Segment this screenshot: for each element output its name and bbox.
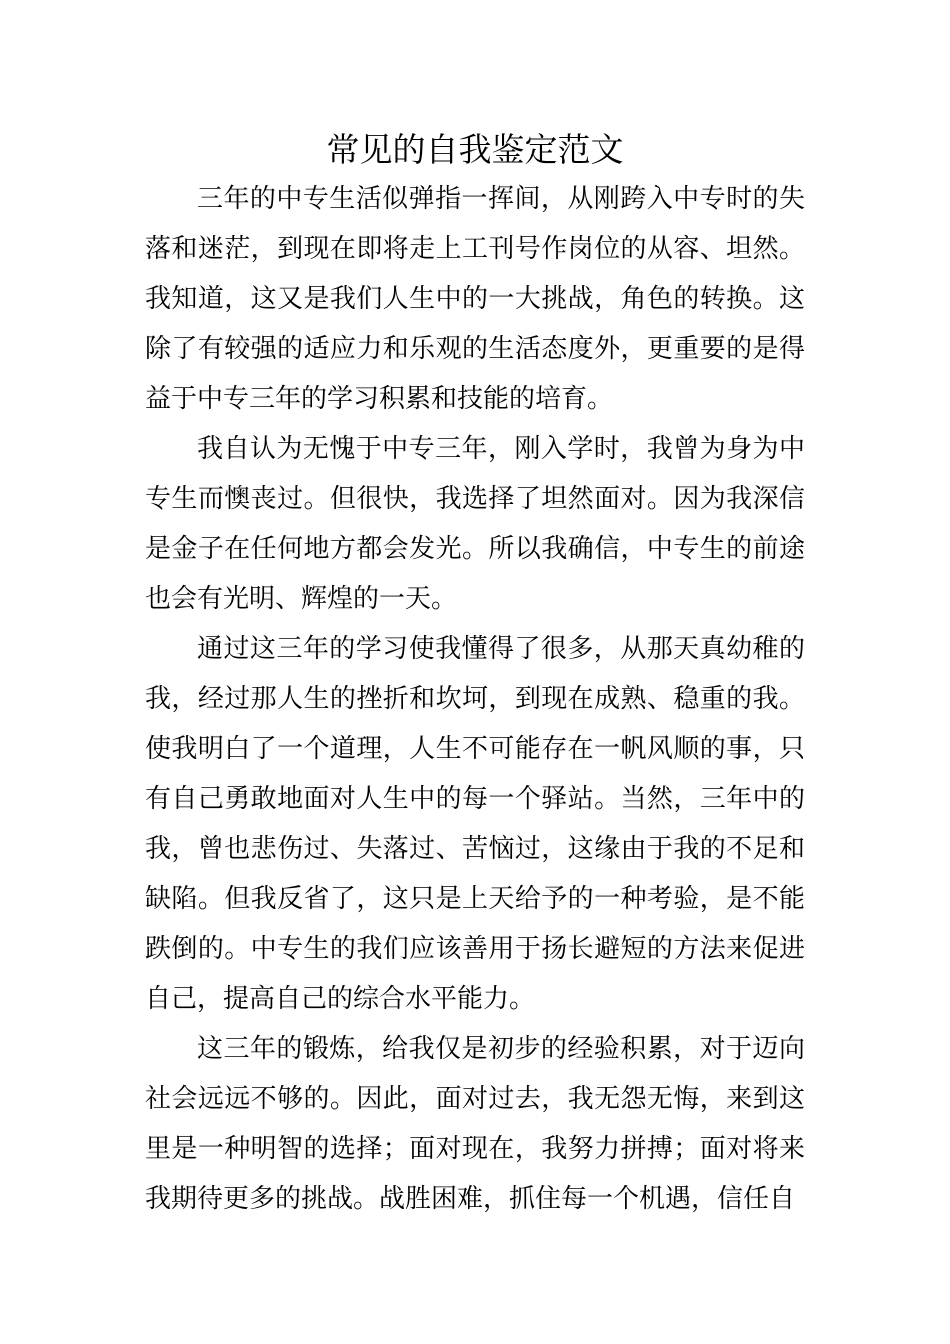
document-title: 常见的自我鉴定范文	[326, 130, 624, 169]
paragraph: 这三年的锻炼，给我仅是初步的经验积累，对于迈向社会远远不够的。因此，面对过去，我无怨无悔，来到这里是一种明智的选择；面对现在，我努力拼搏；面对将来我期待更多的挑战。战胜困难，抓住每一个机遇，信任自	[145, 1034, 805, 1214]
paragraph: 通过这三年的学习使我懂得了很多，从那天真幼稚的我，经过那人生的挫折和坎坷，到现在成熟、稳重的我。使我明白了一个道理，人生不可能存在一帆风顺的事，只有自己勇敢地面对人生中的每一个驿站。当然，三年中的我，曾也悲伤过、失落过、苦恼过，这缘由于我的不足和缺陷。但我反省了，这只是上天给予的一种考验，是不能跌倒的。中专生的我们应该善用于扬长避短的方法来促进自己，提高自己的综合水平能力。	[145, 634, 805, 1014]
paragraph: 三年的中专生活似弹指一挥间，从刚跨入中专时的失落和迷茫，到现在即将走上工刊号作岗位的从容、坦然。我知道，这又是我们人生中的一大挑战，角色的转换。这除了有较强的适应力和乐观的生活态度外，更重要的是得益于中专三年的学习积累和技能的培育。	[145, 184, 805, 414]
paragraph: 我自认为无愧于中专三年，刚入学时，我曾为身为中专生而懊丧过。但很快，我选择了坦然面对。因为我深信是金子在任何地方都会发光。所以我确信，中专生的前途也会有光明、辉煌的一天。	[145, 434, 805, 614]
document-body	[145, 174, 805, 1224]
